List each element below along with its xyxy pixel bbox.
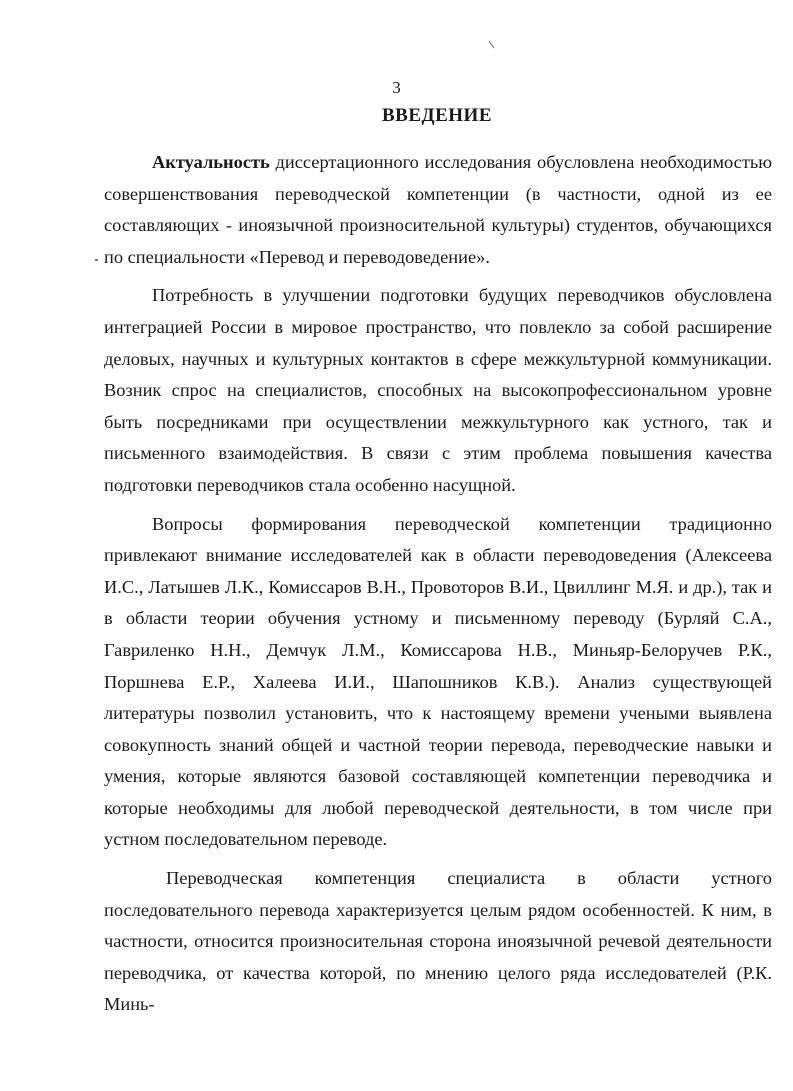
scan-artifact xyxy=(95,259,98,261)
scan-artifact xyxy=(489,41,495,49)
paragraph-research: Вопросы формирования переводческой компетенции традиционно привлекают внимание исследователей как в области переводоведения (Алексеева И.С., Латышев Л.К., Комиссаров В.Н., Провоторов В.И., Цвиллинг М.Я. и др.), так и в области теории обучения устному и письменному переводу (Бурляй С.А., Гавриленко Н.Н., Демчук Л.М., Комиссарова Н.В., Миньяр-Белоручев Р.К., Поршнева Е.Р., Халеева И.И., Шапошников К.В.). Анализ существующей литературы позволил установить, что к настоящему времени учеными выявлена совокупность знаний общей и частной теории перевода, переводческие навыки и умения, которые являются базовой составляющей компетенции переводчика и которые необходимы для любой переводческой деятельности, в том числе при устном последовательном переводе. xyxy=(104,513,772,850)
paragraph-competence: Переводческая компетенция специалиста в области устного последовательного перевода характеризуется целым рядом особенностей. К ним, в частности, относится произносительная сторона иноязычной речевой деятельности переводчика, от качества которой, по мнению целого ряда исследователей (Р.К. Минь- xyxy=(104,868,772,1015)
paragraph-relevance xyxy=(104,147,772,273)
paragraph-need: Потребность в улучшении подготовки будущих переводчиков обусловлена интеграцией России в мировое пространство, что повлекло за собой расширение деловых, научных и культурных контактов в сфере межкультурной коммуникации. Возник спрос на специалистов, способных на высокопрофессиональном уровне быть посредниками при осуществлении межкультурного как устного, так и письменного взаимодействия. В связи с этим проблема повышения качества подготовки переводчиков стала особенно насущной. xyxy=(104,285,772,495)
page-title: ВВЕДЕНИЕ xyxy=(382,105,492,126)
paragraph-text: диссертационного исследования обусловлена необходимостью совершенствования переводческой компетенции (в частности, одной из ее составляющих - иноязычной произносительной культуры) студентов, обучающихся по специальности «Перевод и переводоведение». xyxy=(104,152,772,267)
body-text xyxy=(104,147,772,1028)
paragraph-lead: Актуальность xyxy=(152,152,270,172)
page-number: 3 xyxy=(392,78,401,97)
